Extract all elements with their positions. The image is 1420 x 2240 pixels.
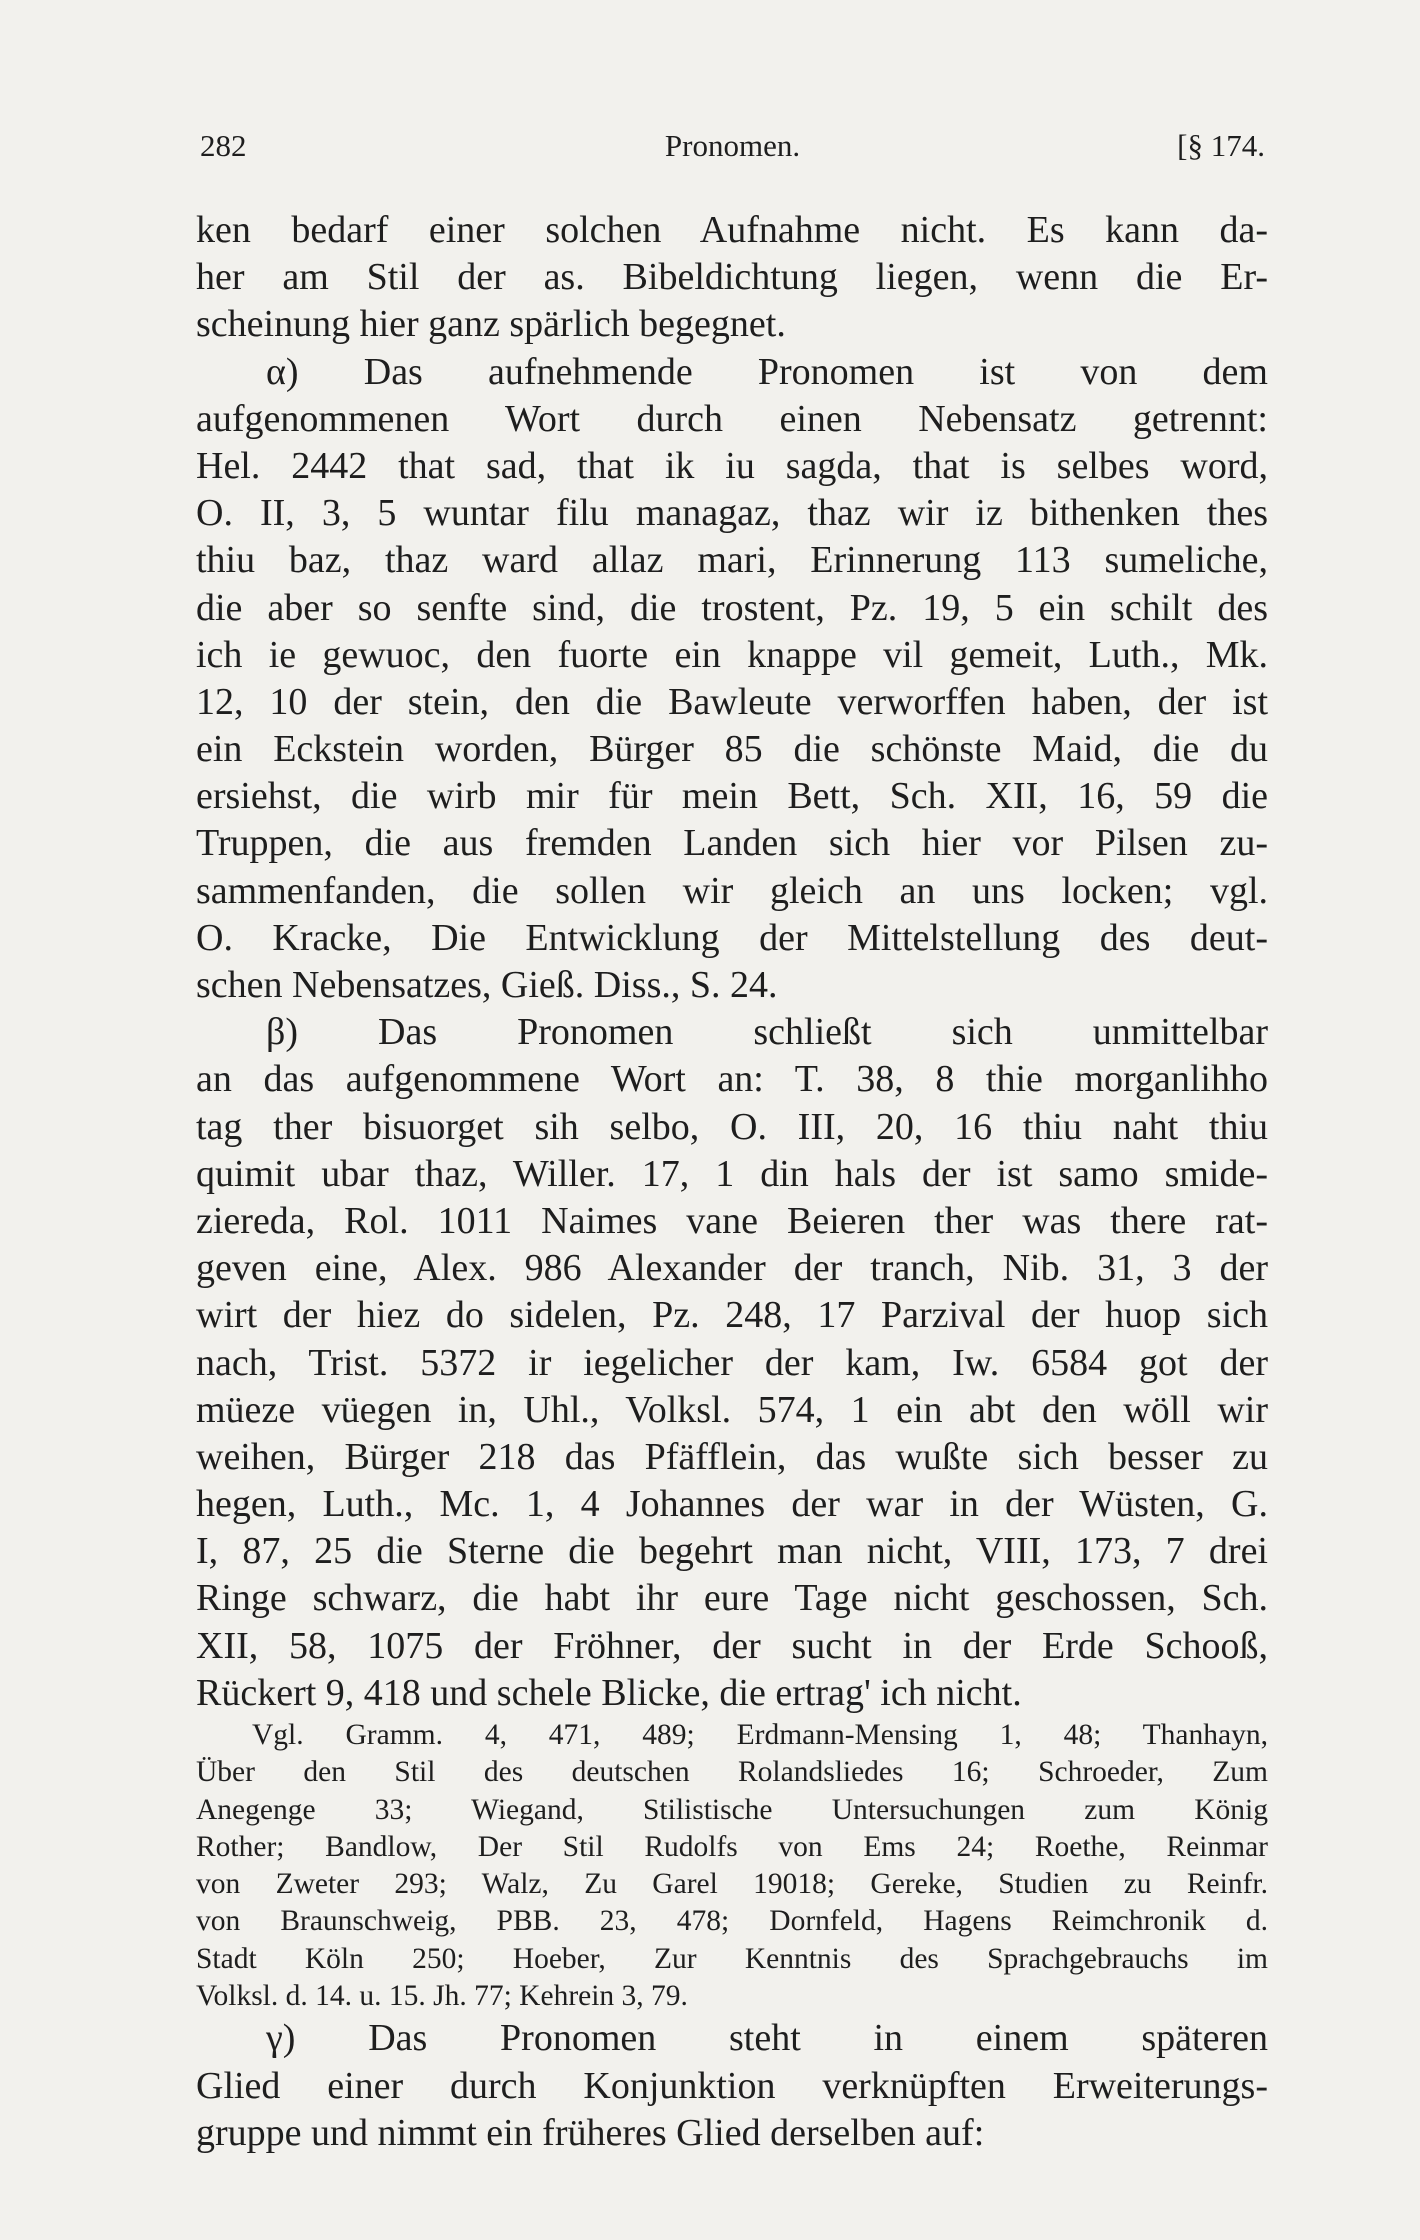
text-line: gruppe und nimmt ein früheres Glied derselben auf: (196, 2111, 985, 2154)
section-ref: [§ 174. (1177, 128, 1265, 163)
note-line: Über den Stil des deutschen Rolandsliedes 16; Schroeder, Zum (196, 1756, 1268, 1789)
text-line: ersiehst, die wirb mir für mein Bett, Sch. XII, 16, 59 die (196, 775, 1268, 818)
body-text (196, 207, 1268, 2157)
text-line: quimit ubar thaz, Willer. 17, 1 din hals der ist samo smide- (196, 1152, 1268, 1195)
alpha-paragraph (196, 349, 1268, 1010)
text-line: ziereda, Rol. 1011 Naimes vane Beieren ther was there rat- (196, 1199, 1268, 1242)
text-line: tag ther bisuorget sih selbo, O. III, 20, 16 thiu naht thiu (196, 1105, 1268, 1148)
note-line: Rother; Bandlow, Der Stil Rudolfs von Ems 24; Roethe, Reinmar (196, 1830, 1268, 1863)
page-number: 282 (200, 128, 247, 163)
text-line: ein Eckstein worden, Bürger 85 die schönste Maid, die du (196, 728, 1268, 771)
bibliography-note (196, 1717, 1268, 2015)
note-line: Volksl. d. 14. u. 15. Jh. 77; Kehrein 3, 79. (196, 1980, 688, 2013)
text-line: Truppen, die aus fremden Landen sich hier vor Pilsen zu- (196, 822, 1268, 865)
text-line: XII, 58, 1075 der Fröhner, der sucht in der Erde Schooß, (196, 1624, 1268, 1667)
text-line: O. Kracke, Die Entwicklung der Mittelstellung des deut- (196, 916, 1268, 959)
running-header (200, 128, 1265, 174)
text-line: O. II, 3, 5 wuntar filu managaz, thaz wir iz bithenken thes (196, 492, 1268, 535)
text-line: hegen, Luth., Mc. 1, 4 Johannes der war in der Wüsten, G. (196, 1483, 1268, 1526)
text-line: thiu baz, thaz ward allaz mari, Erinnerung 113 sumeliche, (196, 539, 1268, 582)
text-line: ich ie gewuoc, den fuorte ein knappe vil gemeit, Luth., Mk. (196, 633, 1268, 676)
text-line: ken bedarf einer solchen Aufnahme nicht. Es kann da- (196, 209, 1268, 251)
note-line: von Zweter 293; Walz, Zu Garel 19018; Gereke, Studien zu Reinfr. (196, 1868, 1268, 1901)
text-line: Rückert 9, 418 und schele Blicke, die ertrag' ich nicht. (196, 1671, 1022, 1714)
text-line: Ringe schwarz, die habt ihr eure Tage nicht geschossen, Sch. (196, 1577, 1268, 1620)
text-line: an das aufgenommene Wort an: T. 38, 8 thie morganlihho (196, 1058, 1268, 1101)
note-line: Anegenge 33; Wiegand, Stilistische Untersuchungen zum König (196, 1793, 1268, 1826)
text-line: müeze vüegen in, Uhl., Volksl. 574, 1 ein abt den wöll wir (196, 1388, 1268, 1431)
text-line: sammenfanden, die sollen wir gleich an uns locken; vgl. (196, 869, 1268, 912)
text-line: die aber so senfte sind, die trostent, Pz. 19, 5 ein schilt des (196, 586, 1268, 629)
beta-paragraph (196, 1009, 1268, 1717)
running-title: Pronomen. (664, 128, 801, 163)
text-line: wirt der hiez do sidelen, Pz. 248, 17 Parzival der huop sich (196, 1294, 1268, 1337)
note-line: von Braunschweig, PBB. 23, 478; Dornfeld, Hagens Reimchronik d. (196, 1905, 1268, 1938)
text-line: β) Das Pronomen schließt sich unmittelbar (266, 1011, 1268, 1054)
text-line: Hel. 2442 that sad, that ik iu sagda, that is selbes word, (196, 444, 1268, 487)
text-line: γ) Das Pronomen steht in einem späteren (266, 2017, 1268, 2060)
text-line: I, 87, 25 die Sterne die begehrt man nicht, VIII, 173, 7 drei (196, 1530, 1268, 1573)
text-line: scheinung hier ganz spärlich begegnet. (196, 303, 786, 346)
text-line: geven eine, Alex. 986 Alexander der tranch, Nib. 31, 3 der (196, 1247, 1268, 1290)
gamma-paragraph (196, 2015, 1268, 2157)
text-line: weihen, Bürger 218 das Pfäfflein, das wußte sich besser zu (196, 1435, 1268, 1478)
note-line: Vgl. Gramm. 4, 471, 489; Erdmann-Mensing 1, 48; Thanhayn, (252, 1719, 1268, 1751)
text-line: schen Nebensatzes, Gieß. Diss., S. 24. (196, 964, 778, 1006)
text-line: 12, 10 der stein, den die Bawleute verworffen haben, der ist (196, 680, 1268, 723)
note-line: Stadt Köln 250; Hoeber, Zur Kenntnis des Sprachgebrauchs im (196, 1942, 1268, 1975)
intro-paragraph (196, 207, 1268, 349)
text-line: Glied einer durch Konjunktion verknüpften Erweiterungs- (196, 2064, 1268, 2107)
text-line: her am Stil der as. Bibeldichtung liegen, wenn die Er- (196, 256, 1268, 299)
text-line: α) Das aufnehmende Pronomen ist von dem (266, 350, 1268, 393)
text-line: aufgenommenen Wort durch einen Nebensatz getrennt: (196, 397, 1268, 440)
text-line: nach, Trist. 5372 ir iegelicher der kam, Iw. 6584 got der (196, 1341, 1268, 1384)
